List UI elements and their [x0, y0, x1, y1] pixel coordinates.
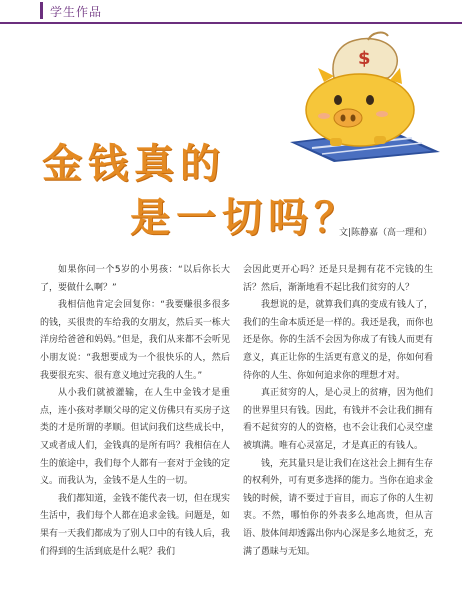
article-title-line-1: 金钱真的 [42, 141, 226, 187]
paragraph: 会因此更开心吗？还是只是拥有花不完钱的生活？然后，渐渐地看不起比我们贫穷的人？ [243, 265, 433, 293]
article-title-line-2: 是一切吗？ [130, 195, 360, 241]
paragraph: 钱，充其量只是让我们在这社会上拥有生存的权利外，可有更多选择的能力。当你在追求金钱的时候，请不要过于盲目，而忘了你的人生初衷。不然，哪怕你的外表多么地高贵，但从言语、肢体间却透露出你内心深是多么地贫乏，充满了愚昧与无知。 [243, 458, 433, 557]
header-accent-bar [40, 2, 43, 19]
paragraph: 我们都知道，金钱不能代表一切，但在现实生活中，我们每个人都在追求金钱。问题是，如果有一天我们都成为了别人口中的有钱人后，我们得到的生活到底是什么呢？我们 [40, 493, 230, 557]
left-column [40, 262, 230, 561]
section-header [0, 0, 462, 24]
paragraph: 我相信他肯定会回复你：“我要赚很多很多的钱，买很贵的车给我的女朋友，然后买一栋大洋房给爸爸和妈妈。”但是，我们从来都不会听见小朋友说：“我想要成为一个很快乐的人，然后我要很充实、很有意义地过完我的人生。” [40, 300, 230, 381]
paragraph: 如果你问一个5岁的小男孩：“以后你长大了，要做什么啊？” [40, 265, 230, 293]
paragraph: 我想说的是，就算我们真的变成有钱人了，我们的生命本质还是一样的。我还是我，而你也还是你。你的生活不会因为你成了有钱人而更有意义，真正让你的生活更有意义的是，你如何看待你的人生、你如何追求你的理想才对。 [243, 300, 433, 381]
svg-text:$: $ [358, 48, 371, 69]
paragraph: 真正贫穷的人，是心灵上的贫瘠，因为他们的世界里只有钱。因此，有钱并不会让我们拥有看不起贫穷的人的资格，也不会让我们心灵空虚被填满。唯有心灵富足，才是真正的有钱人。 [243, 388, 433, 451]
paragraph: 从小我们就被灌输，在人生中金钱才是重点，连小孩对孝顺父母的定义仿佛只有买房子这类的才是所谓的孝顺。但试问我们这些成长中，又或者成人们，金钱真的是所有吗？我相信在人生的旅途中，我们每个人都有一套对于金钱的定义。而我认为，金钱不是人生的一切。 [40, 388, 230, 487]
byline: 文|陈静嘉（高一理和） [338, 228, 432, 238]
section-label: 学生作品 [50, 5, 103, 19]
right-column [243, 262, 433, 561]
pig-with-money-bag-on-card-icon [272, 30, 447, 162]
